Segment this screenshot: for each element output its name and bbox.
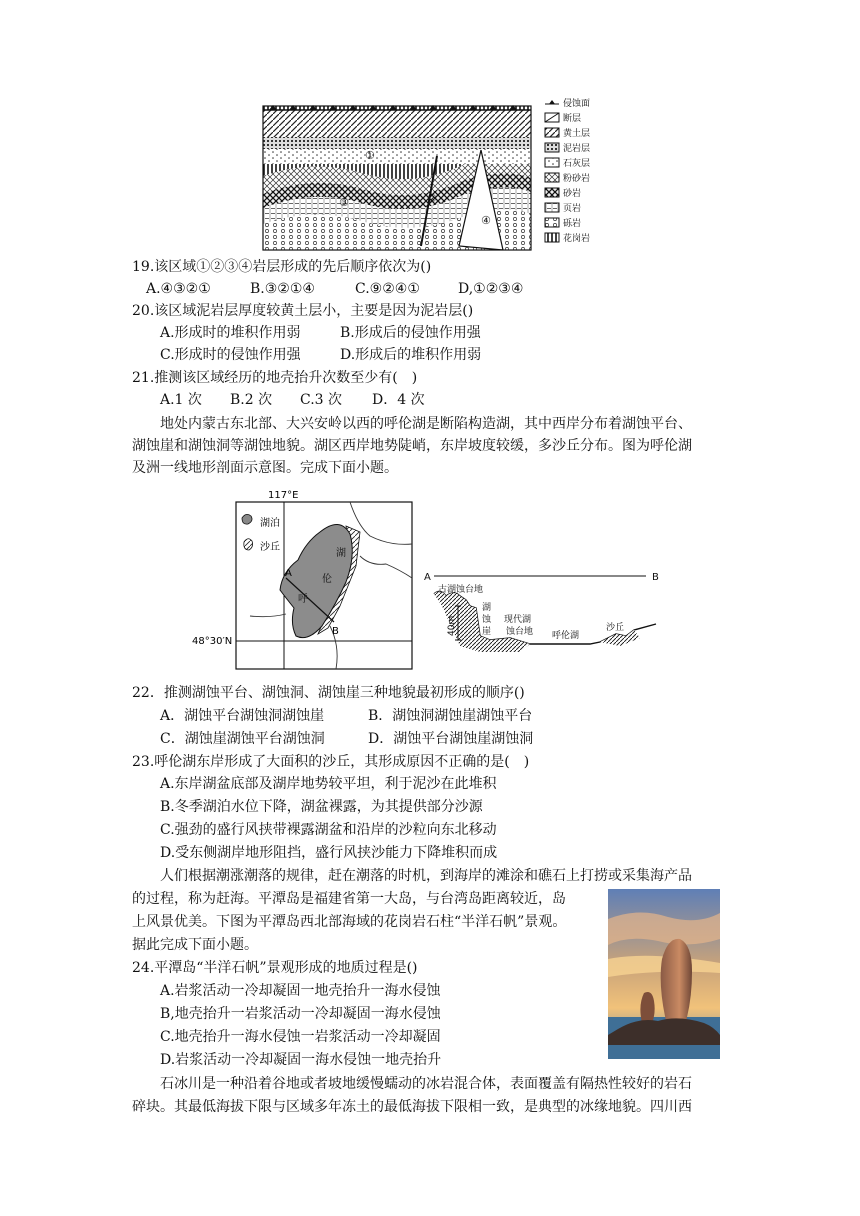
profile-lake: 呼伦湖 — [552, 631, 580, 641]
passage1-line-1: 地处内蒙古东北部、大兴安岭以西的呼伦湖是断陷构造湖，其中西岸分布着湖蚀平台、 — [160, 416, 692, 432]
legend-0: 侵蚀面 — [563, 99, 591, 109]
profile-point-a: A — [424, 572, 431, 583]
q22-option-b: B．湖蚀洞湖蚀崖湖蚀平台 — [368, 708, 533, 724]
q24-option-c: C.地壳抬升一海水侵蚀一岩浆活动一冷却凝固 — [160, 1029, 441, 1045]
q21-option-c: C.3 次 — [300, 392, 343, 408]
profile-point-b: B — [652, 572, 659, 583]
lake-char-1: 湖 — [336, 548, 346, 559]
passage3-line-1: 石冰川是一种沿着谷地或者坡地缓慢蠕动的冰岩混合体，表面覆盖有隔热性较好的岩石 — [160, 1076, 692, 1092]
legend-5: 粉砂岩 — [563, 174, 591, 184]
q20-option-d: D.形成后的堆积作用弱 — [340, 347, 482, 363]
profile-cliff-3: 崖 — [482, 627, 492, 637]
q21-stem: 21.推测该区域经历的地壳抬升次数至少有( ) — [132, 370, 418, 386]
q19-option-a: A.④③②① — [146, 281, 211, 297]
layer-label-4: ④ — [481, 214, 491, 227]
q24-option-a: A.岩浆活动一冷却凝固一地壳抬升一海水侵蚀 — [160, 983, 441, 999]
legend-6: 砂岩 — [563, 189, 582, 199]
map-legend-dune: 沙丘 — [260, 542, 280, 553]
q21-option-a: A.1 次 — [160, 392, 202, 408]
q20-stem: 20.该区域泥岩层厚度较黄土层小，主要是因为泥岩层() — [132, 303, 474, 319]
q19-option-c: C.⑨②④① — [355, 281, 420, 297]
q24-option-d: D.岩浆活动一冷却凝固一海水侵蚀一地壳抬升 — [160, 1052, 442, 1068]
q24-option-b: B,地壳抬升一岩浆活动一冷却凝固一海水侵蚀 — [160, 1006, 441, 1022]
passage1-line-2: 湖蚀崖和湖蚀洞等湖蚀地貌。湖区西岸地势陡峭，东岸坡度较缓，多沙丘分布。图为呼伦湖 — [132, 438, 692, 454]
q23-option-b: B.冬季湖泊水位下降，湖盆裸露，为其提供部分沙源 — [160, 799, 483, 815]
profile-cliff-1: 湖 — [482, 603, 492, 613]
profile-dune: 沙丘 — [606, 623, 625, 633]
section-legend — [545, 97, 590, 244]
geologic-section-figure — [255, 96, 600, 254]
profile-modern-platform-1: 现代湖 — [504, 615, 532, 625]
q21-option-b: B.2 次 — [230, 392, 273, 408]
q22-option-a: A．湖蚀平台湖蚀洞湖蚀崖 — [160, 708, 325, 724]
passage2-line-2: 的过程，称为赶海。平潭岛是福建省第一大岛，与台湾岛距离较近，岛 — [132, 891, 566, 907]
legend-7: 页岩 — [563, 204, 582, 214]
layer-label-1: ① — [365, 149, 375, 162]
profile-ancient-platform: 古湖蚀台地 — [438, 585, 484, 595]
legend-3: 泥岩层 — [563, 144, 591, 154]
passage1-line-3: 及洲一线地形剖面示意图。完成下面小题。 — [132, 460, 398, 476]
q19-stem: 19.该区域①②③④岩层形成的先后顺序依次为() — [132, 259, 432, 275]
layer-label-2: ② — [427, 192, 437, 205]
legend-8: 砾岩 — [563, 219, 582, 229]
q20-option-b: B.形成后的侵蚀作用强 — [340, 325, 481, 341]
q21-option-d: D．4 次 — [372, 392, 425, 408]
legend-1: 断层 — [563, 114, 582, 124]
q22-stem: 22．推测湖蚀平台、湖蚀洞、湖蚀崖三种地貌最初形成的顺序() — [132, 685, 525, 701]
q20-option-a: A.形成时的堆积作用弱 — [160, 325, 301, 341]
passage2-line-3: 上风景优美。下图为平潭岛西北部海域的花岗岩石柱“半洋石帆”景观。 — [132, 914, 567, 930]
passage3-line-2: 碎块。其最低海拔下限与区域多年冻土的最低海拔下限相一致，是典型的冰缘地貌。四川西 — [132, 1099, 692, 1115]
profile-cliff-2: 蚀 — [482, 615, 492, 625]
q24-stem: 24.平潭岛“半洋石帆”景观形成的地质过程是() — [132, 960, 418, 976]
q22-option-d: D．湖蚀平台湖蚀崖湖蚀洞 — [368, 731, 534, 747]
map-longitude: 117°E — [268, 490, 299, 501]
q23-stem: 23.呼伦湖东岸形成了大面积的沙丘，其形成原因不正确的是( ) — [132, 754, 530, 770]
map-legend-lake: 湖泊 — [260, 518, 280, 529]
profile-scale: 40m — [447, 615, 457, 636]
legend-9: 花岗岩 — [563, 234, 591, 244]
sea-rock-pillar-photo — [608, 889, 720, 1059]
profile-modern-platform-2: 蚀台地 — [506, 627, 534, 637]
q22-option-c: C．湖蚀崖湖蚀平台湖蚀洞 — [160, 731, 325, 747]
legend-4: 石灰层 — [563, 159, 591, 169]
lake-char-2: 伦 — [322, 574, 332, 585]
map-point-a: A — [285, 568, 292, 579]
q20-option-c: C.形成时的侵蚀作用强 — [160, 347, 301, 363]
hulun-terrain-profile — [420, 566, 680, 666]
q23-option-d: D.受东侧湖岸地形阻挡，盛行风挟沙能力下降堆积而成 — [160, 845, 498, 861]
lake-char-3: 呼 — [298, 594, 308, 605]
q23-option-c: C.强劲的盛行风挟带裸露湖盆和沿岸的沙粒向东北移动 — [160, 822, 497, 838]
layer-label-3: ③ — [339, 196, 349, 209]
passage2-line-1: 人们根据潮涨潮落的规律，赶在潮落的时机，到海岸的滩涂和礁石上打捞或采集海产品 — [160, 868, 692, 884]
q19-option-d: D,①②③④ — [458, 281, 524, 297]
passage2-line-4: 据此完成下面小题。 — [132, 937, 258, 953]
q19-option-b: B.③②①④ — [250, 281, 315, 297]
map-latitude: 48°30′N — [192, 636, 233, 647]
hulun-lake-map — [190, 486, 418, 674]
legend-2: 黄土层 — [563, 129, 591, 139]
map-point-b: B — [332, 626, 339, 637]
q23-option-a: A.东岸湖盆底部及湖岸地势较平坦，利于泥沙在此堆积 — [160, 776, 497, 792]
